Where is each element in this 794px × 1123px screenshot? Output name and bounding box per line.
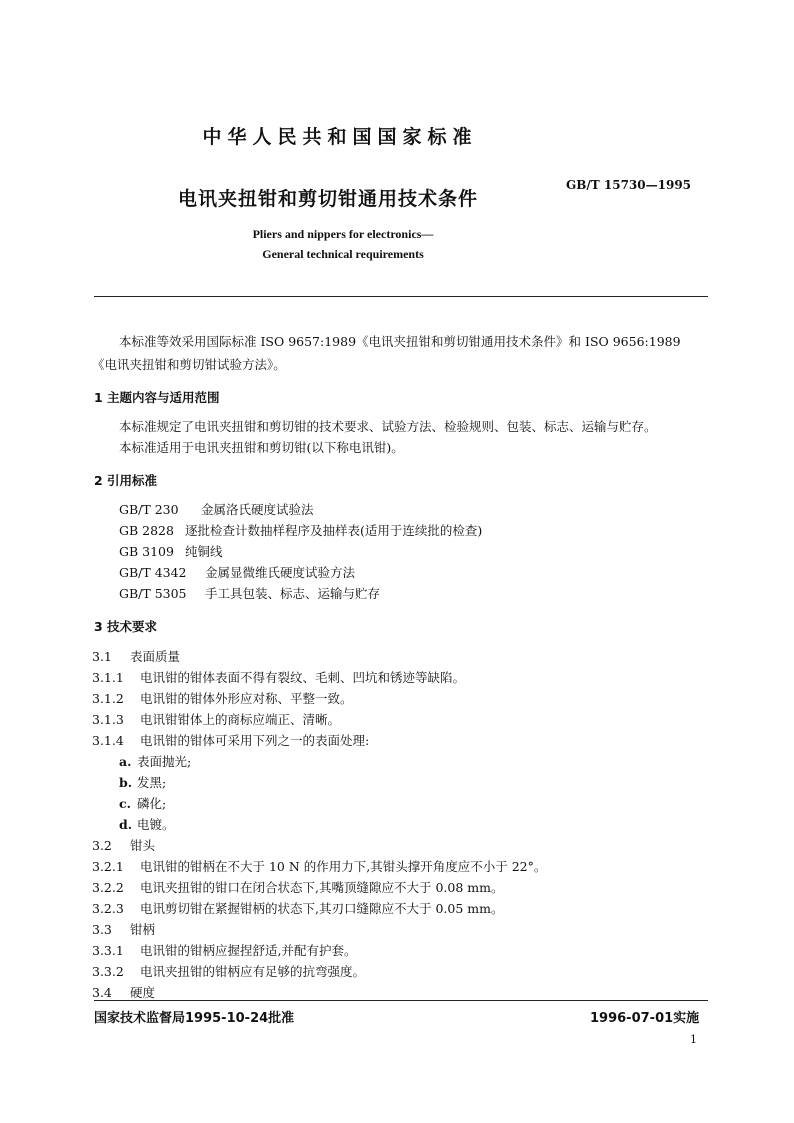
- page-number: 1: [690, 1033, 697, 1046]
- clause-number: 3.1: [92, 649, 112, 664]
- section-1-paragraph-2: 本标准适用于电讯夹扭钳和剪切钳(以下称电讯钳)。: [119, 440, 404, 455]
- list-marker: c.: [119, 796, 131, 811]
- clause-text: 钳柄: [130, 922, 156, 937]
- clause-number: 3.1.1: [92, 670, 124, 685]
- clause-line: [92, 857, 546, 875]
- clause-number: 3.2.2: [92, 880, 124, 895]
- intro-line-2: 《电讯夹扭钳和剪切钳试验方法》。: [92, 357, 286, 372]
- reference-code: GB/T 5305: [119, 586, 187, 601]
- clause-text: 电讯夹扭钳的钳口在闭合状态下,其嘴顶缝隙应不大于 0.08 mm。: [140, 880, 504, 895]
- reference-code: GB/T 4342: [119, 565, 187, 580]
- clause-line: [92, 647, 180, 665]
- clause-line: [92, 668, 465, 686]
- clause-text: 硬度: [130, 985, 156, 1000]
- list-marker: b.: [119, 775, 133, 790]
- clause-number: 3.1.4: [92, 733, 124, 748]
- clause-line: [92, 710, 340, 728]
- effective-date: 1996-07-01实施: [590, 1011, 700, 1026]
- clause-line: [92, 878, 503, 896]
- list-marker: d.: [119, 817, 133, 832]
- clause-line: [92, 836, 155, 854]
- section-1-heading: 1 主题内容与适用范围: [94, 390, 220, 405]
- clause-number: 3.3.2: [92, 964, 124, 979]
- reference-title: 逐批检查计数抽样程序及抽样表(适用于连续批的检查): [185, 523, 483, 538]
- clause-number: 3.2: [92, 838, 112, 853]
- section-2-heading: 2 引用标准: [94, 473, 158, 488]
- reference-title: 金属洛氏硬度试验法: [201, 502, 314, 517]
- section-1-paragraph-1: 本标准规定了电讯夹扭钳和剪切钳的技术要求、试验方法、检验规则、包装、标志、运输与贮存。: [119, 419, 657, 434]
- clause-text: 表面质量: [130, 649, 181, 664]
- list-item: [119, 794, 166, 812]
- clause-line: [92, 899, 503, 917]
- clause-number: 3.2.1: [92, 859, 124, 874]
- standard-title: 中华人民共和国国家标准: [202, 126, 478, 148]
- list-text: 电镀。: [137, 817, 175, 832]
- reference-code: GB 2828: [119, 523, 174, 538]
- clause-number: 3.4: [92, 985, 112, 1000]
- reference-item: [119, 563, 355, 581]
- footer-divider: [94, 1000, 708, 1001]
- clause-line: [92, 689, 353, 707]
- clause-number: 3.3: [92, 922, 112, 937]
- header-divider: [94, 296, 708, 297]
- reference-item: [119, 521, 482, 539]
- clause-text: 电讯钳的钳体可采用下列之一的表面处理:: [140, 733, 370, 748]
- clause-text: 电讯剪切钳在紧握钳柄的状态下,其刃口缝隙应不大于 0.05 mm。: [140, 901, 504, 916]
- reference-item: [119, 584, 380, 602]
- clause-line: [92, 941, 356, 959]
- clause-text: 电讯钳的钳体外形应对称、平整一致。: [140, 691, 353, 706]
- reference-title: 手工具包装、标志、运输与贮存: [205, 586, 381, 601]
- english-title-line-2: General technical requirements: [262, 247, 424, 261]
- clause-text: 电讯夹扭钳的钳柄应有足够的抗弯强度。: [140, 964, 366, 979]
- clause-number: 3.3.1: [92, 943, 124, 958]
- reference-code: GB/T 230: [119, 502, 179, 517]
- reference-title: 金属显微维氏硬度试验方法: [205, 565, 356, 580]
- list-item: [119, 752, 191, 770]
- intro-line-1: 本标准等效采用国际标准 ISO 9657:1989《电讯夹扭钳和剪切钳通用技术条件》和 ISO 9656:1989: [119, 334, 681, 349]
- standard-code: GB/T 15730—1995: [566, 178, 692, 192]
- english-title-line-1: Pliers and nippers for electronics—: [252, 227, 434, 241]
- reference-title: 纯铜线: [185, 544, 223, 559]
- clause-text: 电讯钳的钳柄在不大于 10 N 的作用力下,其钳头撑开角度应不小于 22°。: [140, 859, 547, 874]
- clause-text: 电讯钳的钳体表面不得有裂纹、毛刺、凹坑和锈迹等缺陷。: [140, 670, 466, 685]
- reference-item: [119, 542, 223, 560]
- clause-text: 电讯钳的钳柄应握捏舒适,并配有护套。: [140, 943, 357, 958]
- section-3-heading: 3 技术要求: [94, 619, 158, 634]
- approval-line: 国家技术监督局1995-10-24批准: [94, 1011, 295, 1026]
- clause-line: [92, 920, 155, 938]
- list-text: 发黑;: [137, 775, 167, 790]
- clause-text: 电讯钳钳体上的商标应端正、清晰。: [140, 712, 341, 727]
- reference-code: GB 3109: [119, 544, 174, 559]
- clause-line: [92, 962, 365, 980]
- list-item: [119, 773, 166, 791]
- document-title: 电讯夹扭钳和剪切钳通用技术条件: [178, 188, 479, 210]
- clause-number: 3.1.2: [92, 691, 124, 706]
- list-marker: a.: [119, 754, 132, 769]
- clause-number: 3.2.3: [92, 901, 124, 916]
- clause-line: [92, 731, 369, 749]
- list-item: [119, 815, 175, 833]
- clause-number: 3.1.3: [92, 712, 124, 727]
- list-text: 表面抛光;: [137, 754, 192, 769]
- list-text: 磷化;: [137, 796, 167, 811]
- clause-line: [92, 983, 155, 1001]
- reference-item: [119, 500, 314, 518]
- clause-text: 钳头: [130, 838, 156, 853]
